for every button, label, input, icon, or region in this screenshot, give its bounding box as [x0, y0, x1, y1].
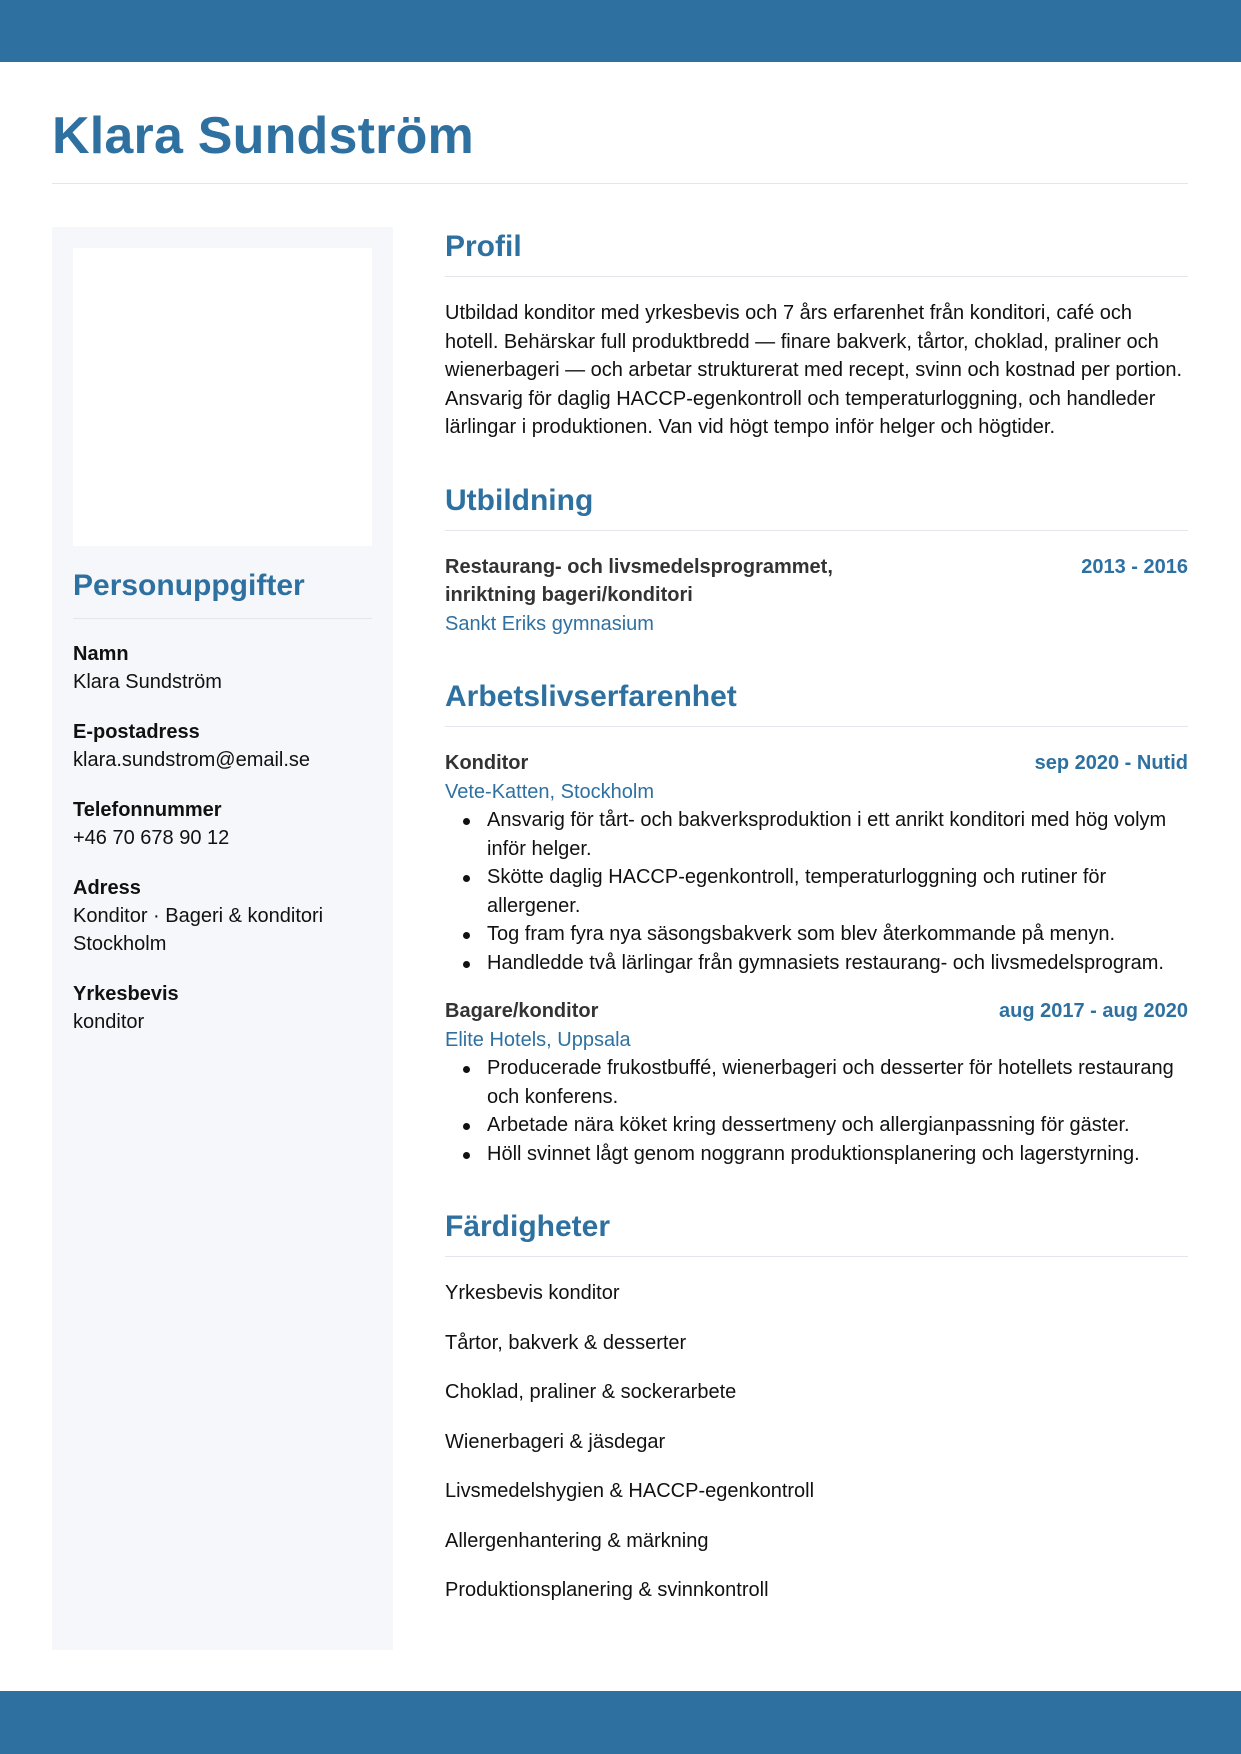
section-divider	[445, 726, 1188, 727]
job-bullet: Arbetade nära köket kring dessertmeny och allergianpassning för gäster.	[487, 1111, 1188, 1140]
education-title: Restaurang- och livsmedelsprogrammet, inriktning bageri/konditori	[445, 555, 833, 606]
section-divider	[445, 530, 1188, 531]
job-dates: aug 2017 - aug 2020	[999, 1000, 1188, 1022]
info-value: +46 70 678 90 12	[73, 827, 230, 849]
skills-list	[445, 1279, 1188, 1605]
skill-item: Yrkesbevis konditor	[445, 1282, 620, 1304]
info-label: Telefonnummer	[73, 799, 222, 821]
job-bullet-list	[487, 1054, 1188, 1168]
skill-item: Allergenhantering & märkning	[445, 1529, 709, 1552]
info-value: Konditor · Bageri & konditori	[73, 905, 324, 927]
job-bullet-list	[487, 806, 1188, 977]
info-label: E-postadress	[73, 721, 200, 743]
info-item-email	[73, 718, 372, 774]
photo-placeholder	[73, 248, 372, 546]
info-value: konditor	[73, 1011, 145, 1033]
info-item-phone	[73, 796, 372, 852]
profile-section	[445, 226, 1188, 442]
job-company: Elite Hotels, Uppsala	[445, 1028, 631, 1051]
job-title: Konditor	[445, 752, 529, 774]
title-divider	[52, 183, 1188, 184]
resume-name-title: Klara Sundström	[52, 107, 474, 165]
main-content	[445, 226, 1188, 1626]
education-dates: 2013 - 2016	[1081, 555, 1188, 578]
job-entry	[445, 997, 1188, 1168]
section-divider	[445, 276, 1188, 277]
entry-header	[445, 997, 1188, 1026]
skill-item: Produktionsplanering & svinnkontroll	[445, 1579, 769, 1601]
info-item-address	[73, 874, 372, 958]
info-value: Klara Sundström	[73, 671, 222, 693]
skills-section	[445, 1206, 1188, 1605]
entry-header	[445, 749, 1188, 778]
info-label: Adress	[73, 877, 141, 899]
education-heading: Utbildning	[445, 483, 594, 517]
experience-section	[445, 676, 1188, 1168]
job-bullet: Höll svinnet lågt genom noggrann produktionsplanering och lagerstyrning.	[487, 1140, 1188, 1169]
info-label: Yrkesbevis	[73, 983, 179, 1005]
info-value: klara.sundstrom@email.se	[73, 749, 311, 771]
job-bullet: Handledde två lärlingar från gymnasiets restaurang- och livsmedelsprogram.	[487, 949, 1188, 978]
sidebar-divider	[73, 618, 372, 619]
job-title: Bagare/konditor	[445, 1000, 599, 1022]
profile-text: Utbildad konditor med yrkesbevis och 7 års erfarenhet från konditori, café och hotell. Behärskar full produktbredd — finare bakverk, tårtor, choklad, praliner och wienerbageri — och arbetar strukturerat med recept, svinn och kostnad per portion. Ansvarig för daglig HACCP-egenkontroll och temperaturloggning, och handleder lärlingar i produktionen. Van vid högt tempo inför helger och högtider.	[445, 302, 1183, 438]
job-bullet: Tog fram fyra nya säsongsbakverk som blev återkommande på menyn.	[487, 920, 1188, 949]
sidebar	[52, 227, 393, 1650]
profile-heading: Profil	[445, 230, 522, 263]
skills-heading: Färdigheter	[445, 1210, 611, 1243]
entry-header	[445, 553, 1188, 610]
top-color-band	[0, 0, 1241, 62]
skill-item: Wienerbageri & jäsdegar	[445, 1430, 666, 1453]
job-company: Vete-Katten, Stockholm	[445, 780, 655, 803]
education-school: Sankt Eriks gymnasium	[445, 612, 654, 635]
skill-item: Choklad, praliner & sockerarbete	[445, 1381, 737, 1403]
section-divider	[445, 1256, 1188, 1257]
job-entry	[445, 749, 1188, 977]
bottom-color-band	[0, 1691, 1241, 1754]
job-bullet: Ansvarig för tårt- och bakverksproduktion i ett anrikt konditori med hög volym inför helger.	[487, 806, 1188, 863]
info-item-name	[73, 640, 372, 696]
education-section	[445, 480, 1188, 639]
personal-info-heading: Personuppgifter	[73, 569, 305, 602]
skill-item: Livsmedelshygien & HACCP-egenkontroll	[445, 1480, 815, 1502]
info-item-certificate	[73, 980, 372, 1036]
skill-item: Tårtor, bakverk & desserter	[445, 1331, 687, 1354]
job-bullet: Skötte daglig HACCP-egenkontroll, temperaturloggning och rutiner för allergener.	[487, 863, 1188, 920]
job-bullet: Producerade frukostbuffé, wienerbageri och desserter för hotellets restaurang och konferens.	[487, 1054, 1188, 1111]
info-value: Stockholm	[73, 933, 167, 955]
info-label: Namn	[73, 643, 129, 665]
job-dates: sep 2020 - Nutid	[1034, 752, 1188, 774]
education-entry	[445, 553, 1188, 639]
personal-info-list	[73, 640, 372, 1058]
experience-heading: Arbetslivserfarenhet	[445, 680, 737, 713]
